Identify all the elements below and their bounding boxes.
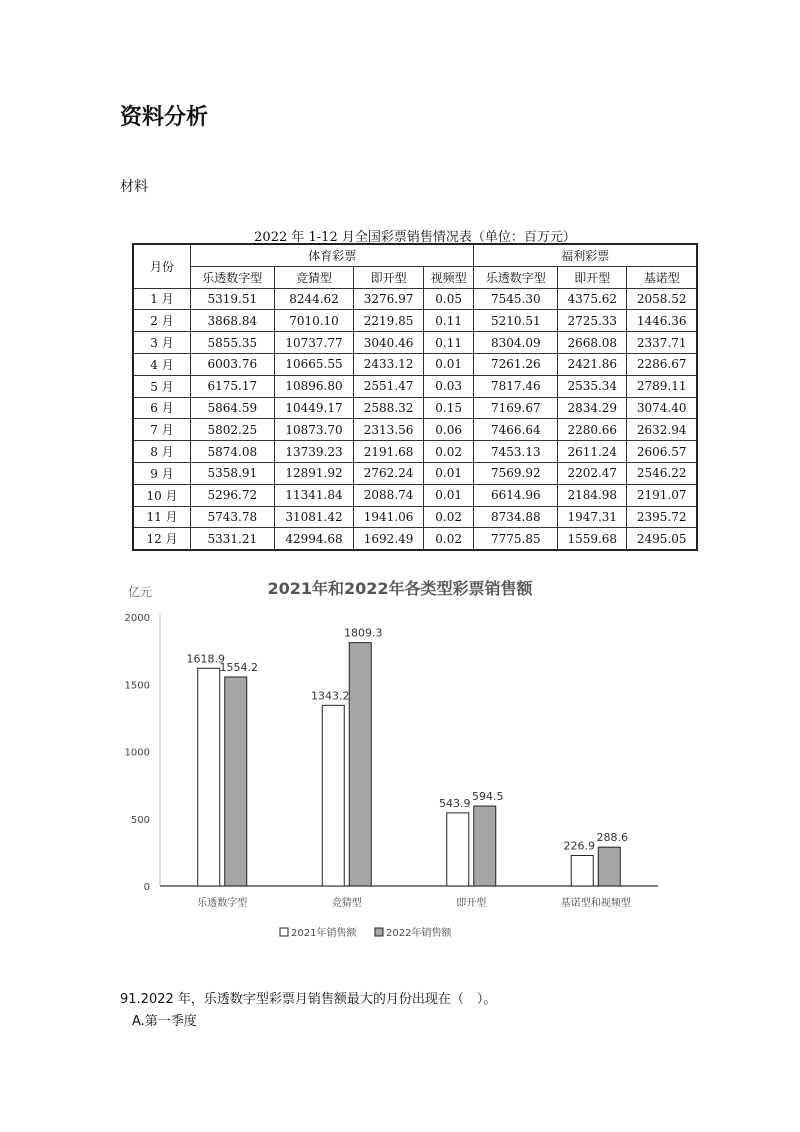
value-cell: 8304.09 bbox=[474, 332, 558, 354]
bar-2022 bbox=[349, 643, 371, 886]
data-label: 1809.3 bbox=[344, 626, 383, 640]
value-cell: 7261.26 bbox=[474, 353, 558, 375]
y-tick-label: 2000 bbox=[124, 613, 150, 624]
value-cell: 5743.78 bbox=[191, 506, 275, 528]
value-cell: 2668.08 bbox=[558, 332, 627, 354]
value-cell: 7817.46 bbox=[474, 375, 558, 397]
value-cell: 2433.12 bbox=[354, 353, 423, 375]
value-cell: 5319.51 bbox=[191, 288, 275, 310]
group-header-welfare: 福利彩票 bbox=[474, 244, 697, 266]
value-cell: 1692.49 bbox=[354, 528, 423, 550]
data-label: 1618.9 bbox=[186, 652, 225, 666]
value-cell: 7466.64 bbox=[474, 419, 558, 441]
value-cell: 2632.94 bbox=[627, 419, 697, 441]
value-cell: 1941.06 bbox=[354, 506, 423, 528]
value-cell: 2184.98 bbox=[558, 484, 627, 506]
x-tick-label: 即开型 bbox=[456, 898, 487, 909]
value-cell: 3868.84 bbox=[191, 310, 275, 332]
legend-swatch bbox=[280, 928, 288, 936]
table-body bbox=[133, 288, 697, 550]
value-cell: 0.01 bbox=[423, 462, 474, 484]
value-cell: 7569.92 bbox=[474, 462, 558, 484]
data-label: 1554.2 bbox=[219, 660, 258, 674]
value-cell: 3074.40 bbox=[627, 397, 697, 419]
y-axis-label: 亿元 bbox=[128, 585, 153, 599]
value-cell: 6614.96 bbox=[474, 484, 558, 506]
value-cell: 5296.72 bbox=[191, 484, 275, 506]
page-title: 资料分析 bbox=[120, 105, 209, 130]
value-cell: 1947.31 bbox=[558, 506, 627, 528]
table-row bbox=[133, 506, 697, 528]
month-cell: 2 月 bbox=[133, 310, 191, 332]
value-cell: 31081.42 bbox=[274, 506, 354, 528]
sub-header: 视频型 bbox=[423, 266, 474, 288]
value-cell: 0.02 bbox=[423, 441, 474, 463]
sub-header: 即开型 bbox=[354, 266, 423, 288]
month-cell: 4 月 bbox=[133, 353, 191, 375]
value-cell: 13739.23 bbox=[274, 441, 354, 463]
value-cell: 2395.72 bbox=[627, 506, 697, 528]
value-cell: 2280.66 bbox=[558, 419, 627, 441]
data-label: 288.6 bbox=[596, 831, 628, 845]
value-cell: 2058.52 bbox=[627, 288, 697, 310]
value-cell: 0.11 bbox=[423, 332, 474, 354]
table-row bbox=[133, 441, 697, 463]
month-cell: 6 月 bbox=[133, 397, 191, 419]
value-cell: 5331.21 bbox=[191, 528, 275, 550]
value-cell: 2313.56 bbox=[354, 419, 423, 441]
legend-swatch bbox=[375, 928, 383, 936]
value-cell: 0.03 bbox=[423, 375, 474, 397]
bar-2022 bbox=[474, 806, 496, 886]
value-cell: 2219.85 bbox=[354, 310, 423, 332]
value-cell: 12891.92 bbox=[274, 462, 354, 484]
value-cell: 2535.34 bbox=[558, 375, 627, 397]
bar-2022 bbox=[225, 677, 247, 886]
value-cell: 1446.36 bbox=[627, 310, 697, 332]
value-cell: 4375.62 bbox=[558, 288, 627, 310]
table-row bbox=[133, 528, 697, 550]
month-cell: 1 月 bbox=[133, 288, 191, 310]
value-cell: 7545.30 bbox=[474, 288, 558, 310]
value-cell: 0.11 bbox=[423, 310, 474, 332]
x-tick-label: 基诺型和视频型 bbox=[560, 898, 631, 909]
section-label: 材料 bbox=[120, 179, 148, 195]
table-group-header-row bbox=[133, 244, 697, 266]
sub-header: 基诺型 bbox=[627, 266, 697, 288]
group-header-sports: 体育彩票 bbox=[191, 244, 474, 266]
value-cell: 10449.17 bbox=[274, 397, 354, 419]
month-cell: 7 月 bbox=[133, 419, 191, 441]
value-cell: 2546.22 bbox=[627, 462, 697, 484]
value-cell: 8734.88 bbox=[474, 506, 558, 528]
y-tick-label: 1500 bbox=[124, 680, 150, 692]
value-cell: 0.15 bbox=[423, 397, 474, 419]
table-row bbox=[133, 419, 697, 441]
bar-2021 bbox=[198, 668, 220, 886]
y-tick-label: 1000 bbox=[124, 747, 150, 759]
data-label: 226.9 bbox=[563, 839, 595, 853]
value-cell: 2286.67 bbox=[627, 353, 697, 375]
value-cell: 2606.57 bbox=[627, 441, 697, 463]
value-cell: 5210.51 bbox=[474, 310, 558, 332]
value-cell: 42994.68 bbox=[274, 528, 354, 550]
value-cell: 6003.76 bbox=[191, 353, 275, 375]
table-row bbox=[133, 288, 697, 310]
value-cell: 10873.70 bbox=[274, 419, 354, 441]
value-cell: 2191.68 bbox=[354, 441, 423, 463]
value-cell: 0.01 bbox=[423, 353, 474, 375]
value-cell: 2088.74 bbox=[354, 484, 423, 506]
chart-svg bbox=[120, 570, 680, 950]
option-a[interactable]: A.第一季度 bbox=[132, 1014, 197, 1029]
value-cell: 10665.55 bbox=[274, 353, 354, 375]
bar-2021 bbox=[571, 855, 593, 886]
value-cell: 2551.47 bbox=[354, 375, 423, 397]
value-cell: 2834.29 bbox=[558, 397, 627, 419]
legend-label: 2022年销售额 bbox=[386, 928, 452, 939]
value-cell: 5802.25 bbox=[191, 419, 275, 441]
sub-header: 乐透数字型 bbox=[191, 266, 275, 288]
value-cell: 3276.97 bbox=[354, 288, 423, 310]
x-tick-label: 竞猜型 bbox=[331, 898, 362, 909]
value-cell: 2337.71 bbox=[627, 332, 697, 354]
lottery-sales-table bbox=[132, 243, 698, 551]
value-cell: 0.06 bbox=[423, 419, 474, 441]
value-cell: 6175.17 bbox=[191, 375, 275, 397]
table-row bbox=[133, 310, 697, 332]
value-cell: 11341.84 bbox=[274, 484, 354, 506]
value-cell: 7010.10 bbox=[274, 310, 354, 332]
value-cell: 2202.47 bbox=[558, 462, 627, 484]
y-tick-label: 0 bbox=[143, 882, 150, 893]
bar-2021 bbox=[447, 813, 469, 886]
value-cell: 0.02 bbox=[423, 528, 474, 550]
table-row bbox=[133, 397, 697, 419]
value-cell: 7169.67 bbox=[474, 397, 558, 419]
value-cell: 2588.32 bbox=[354, 397, 423, 419]
bar-2021 bbox=[322, 705, 344, 886]
data-label: 594.5 bbox=[472, 790, 504, 804]
value-cell: 7453.13 bbox=[474, 441, 558, 463]
month-cell: 9 月 bbox=[133, 462, 191, 484]
value-cell: 7775.85 bbox=[474, 528, 558, 550]
value-cell: 2495.05 bbox=[627, 528, 697, 550]
table-sub-header-row bbox=[133, 266, 697, 288]
value-cell: 2611.24 bbox=[558, 441, 627, 463]
value-cell: 2191.07 bbox=[627, 484, 697, 506]
value-cell: 2725.33 bbox=[558, 310, 627, 332]
table-row bbox=[133, 462, 697, 484]
question-text: 91.2022 年，乐透数字型彩票月销售额最大的月份出现在（ ）。 bbox=[120, 992, 497, 1007]
value-cell: 2421.86 bbox=[558, 353, 627, 375]
x-tick-label: 乐透数字型 bbox=[197, 898, 248, 909]
bar-2022 bbox=[598, 847, 620, 886]
value-cell: 5864.59 bbox=[191, 397, 275, 419]
value-cell: 0.01 bbox=[423, 484, 474, 506]
value-cell: 2789.11 bbox=[627, 375, 697, 397]
value-cell: 2762.24 bbox=[354, 462, 423, 484]
value-cell: 8244.62 bbox=[274, 288, 354, 310]
value-cell: 3040.46 bbox=[354, 332, 423, 354]
y-tick-label: 500 bbox=[130, 814, 150, 826]
month-cell: 3 月 bbox=[133, 332, 191, 354]
sub-header: 竞猜型 bbox=[274, 266, 354, 288]
value-cell: 1559.68 bbox=[558, 528, 627, 550]
value-cell: 5874.08 bbox=[191, 441, 275, 463]
month-cell: 10 月 bbox=[133, 484, 191, 506]
value-cell: 0.05 bbox=[423, 288, 474, 310]
sub-header: 乐透数字型 bbox=[474, 266, 558, 288]
value-cell: 10737.77 bbox=[274, 332, 354, 354]
table-caption: 2022 年 1-12 月全国彩票销售情况表（单位：百万元） bbox=[254, 230, 576, 245]
month-cell: 8 月 bbox=[133, 441, 191, 463]
table-row bbox=[133, 332, 697, 354]
table-row bbox=[133, 353, 697, 375]
value-cell: 10896.80 bbox=[274, 375, 354, 397]
table-row bbox=[133, 375, 697, 397]
chart-title: 2021年和2022年各类型彩票销售额 bbox=[267, 579, 533, 598]
month-header: 月份 bbox=[133, 244, 191, 288]
data-label: 1343.2 bbox=[311, 689, 350, 703]
value-cell: 5855.35 bbox=[191, 332, 275, 354]
data-label: 543.9 bbox=[439, 796, 471, 810]
value-cell: 0.02 bbox=[423, 506, 474, 528]
sales-bar-chart bbox=[120, 570, 680, 950]
month-cell: 12 月 bbox=[133, 528, 191, 550]
month-cell: 5 月 bbox=[133, 375, 191, 397]
legend-label: 2021年销售额 bbox=[291, 928, 357, 939]
sub-header: 即开型 bbox=[558, 266, 627, 288]
table-row bbox=[133, 484, 697, 506]
value-cell: 5358.91 bbox=[191, 462, 275, 484]
month-cell: 11 月 bbox=[133, 506, 191, 528]
